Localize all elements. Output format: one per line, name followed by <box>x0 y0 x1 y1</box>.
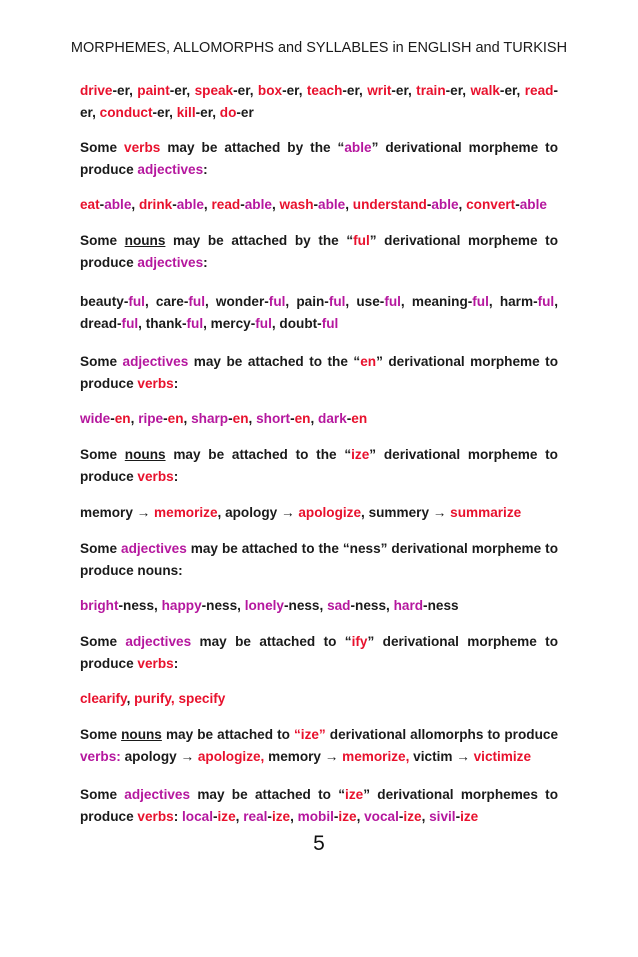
ify-examples: clearify, purify, specify <box>80 691 226 706</box>
er-examples: drive-er, paint-er, speak-er, box-er, teach-er, writ-er, train-er, walk-er, read-er, conduct-er, kill-er, do-er <box>80 83 558 120</box>
ize-rule: Some nouns may be attached to the “ize” derivational morpheme to produce verbs: <box>80 447 558 484</box>
ize-examples: memory → memorize, apology → apologize, summery → summarize <box>80 505 522 520</box>
ful-examples: beauty-ful, care-ful, wonder-ful, pain-ful, use-ful, meaning-ful, harm-ful, dread-ful, thank-ful, mercy-ful, doubt-ful <box>80 294 558 331</box>
ify-rule: Some adjectives may be attached to “ify” derivational morpheme to produce verbs: <box>80 634 558 671</box>
ize-allomorph-rule: Some nouns may be attached to “ize” derivational allomorphs to produce verbs: apology → apologize, memory → memorize, victim → victimize <box>80 727 559 764</box>
page-number: 5 <box>313 832 325 855</box>
ize-adjective-rule: Some adjectives may be attached to “ize” derivational morphemes to produce verbs: local-ize, real-ize, mobil-ize, vocal-ize, sivil-ize <box>80 787 559 824</box>
ness-rule: Some adjectives may be attached to the “ness” derivational morpheme to produce nouns: <box>80 541 559 578</box>
en-rule: Some adjectives may be attached to the “en” derivational morpheme to produce verbs: <box>80 354 558 391</box>
ness-examples: bright-ness, happy-ness, lonely-ness, sad-ness, hard-ness <box>80 598 459 613</box>
able-examples: eat-able, drink-able, read-able, wash-able, understand-able, convert-able <box>80 197 547 212</box>
en-examples: wide-en, ripe-en, sharp-en, short-en, dark-en <box>80 411 368 426</box>
ful-rule: Some nouns may be attached by the “ful” derivational morpheme to produce adjectives: <box>80 233 558 270</box>
able-rule: Some verbs may be attached by the “able” derivational morpheme to produce adjectives: <box>80 140 558 177</box>
page-header: MORPHEMES, ALLOMORPHS and SYLLABLES in ENGLISH and TURKISH <box>70 40 568 56</box>
